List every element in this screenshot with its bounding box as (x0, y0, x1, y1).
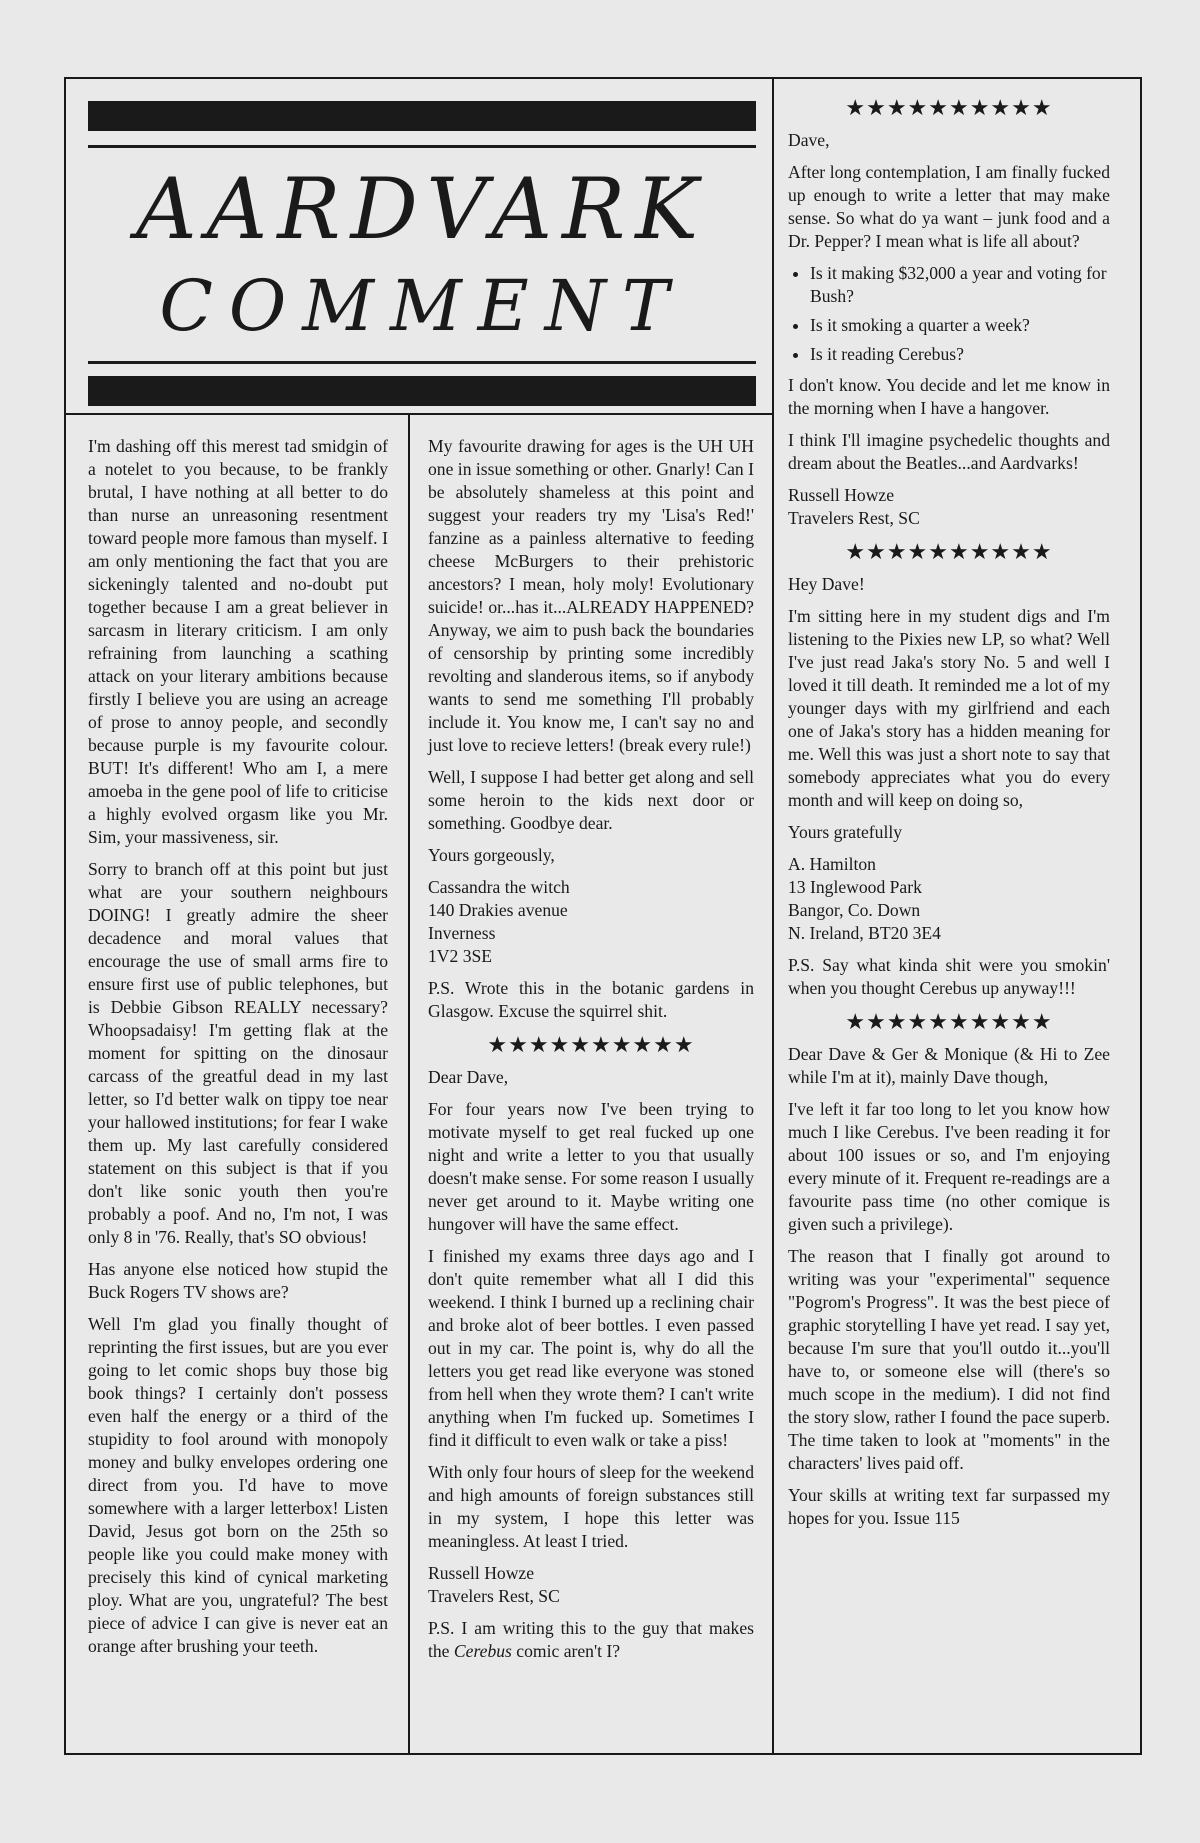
letter-paragraph: Sorry to branch off at this point but just what are your southern neighbours DOING! I greatly admire the sheer decadence and moral values that encourage the use of small arms fire to ensure first use of public telephones, but is Debbie Gibson REALLY necessary? Whoopsadaisy! I'm getting flak at the moment for spitting on the dinosaur carcass of the greatful dead in my last letter, so I'd better walk on tippy toe near your hallowed institutions; for fear I wake them up. My last carefully considered statement on this subject is that if you don't like sonic youth then you're probably a poof. And no, I'm not, I was only 8 in '76. Really, that's SO obvious! (88, 859, 388, 1247)
letter-column-2 (428, 435, 754, 1672)
column-divider-left (408, 413, 410, 1753)
masthead-title-comment: COMMENT (159, 265, 685, 347)
letter-paragraph: Well I'm glad you finally thought of reprinting the first issues, but are you ever going to let comic shops buy those big book things? I certainly don't possess even half the energy or a third of the stupidity to fool around with monopoly money and bulky envelopes ordering one direct from you. I'd have to move somewhere with a larger letterbox! Listen David, Jesus got born on the 25th so people like you could make money with precisely this kind of cynical marketing ploy. What are you, ungrateful? The best piece of advice I can give is never eat an orange after brushing your teeth. (88, 1314, 388, 1656)
letter-postscript: P.S. Wrote this in the botanic gardens in Glasgow. Excuse the squirrel shit. (428, 978, 754, 1021)
column-divider-right (772, 79, 774, 1753)
letter-greeting: Dear Dave & Ger & Monique (& Hi to Zee while I'm at it), mainly Dave though, (788, 1044, 1110, 1087)
letter-paragraph: Well, I suppose I had better get along and sell some heroin to the kids next door or something. Goodbye dear. (428, 767, 754, 833)
letter-paragraph: My favourite drawing for ages is the UH UH one in issue something or other. Gnarly! Can I be absolutely shameless at this point and suggest your readers try my 'Lisa's Red!' fanzine as a painless alternative to feeding cheese McBurgers to their prehistoric ancestors? I mean, holy moly! Evolutionary suicide! or...has it...ALREADY HAPPENED? Anyway, we aim to push back the boundaries of censorship by printing some incredibly revolting and slanderous items, so if anybody wants to send me something I'll probably include it. You know me, I can't say no and just love to recieve letters! (break every rule!) (428, 436, 754, 755)
letter-column-1 (88, 435, 388, 1667)
address-line: Cassandra the witch (428, 877, 570, 897)
letter-closing: Yours gratefully (788, 822, 903, 842)
letter-postscript: P.S. Say what kinda shit were you smokin' when you thought Cerebus up anyway!!! (788, 955, 1110, 998)
letter-paragraph: I've left it far too long to let you know how much I like Cerebus. I've been reading it for about 100 issues or so, and I'm enjoying every minute of it. Frequent re-readings are a favourite pass time (no other comique is given such a privilege). (788, 1099, 1110, 1234)
letter-paragraph: Has anyone else noticed how stupid the Buck Rogers TV shows are? (88, 1259, 388, 1302)
letter-paragraph: I think I'll imagine psychedelic thoughts and dream about the Beatles...and Aardvarks! (788, 430, 1110, 473)
signature-location: Travelers Rest, SC (428, 1586, 560, 1606)
masthead-top-rule (88, 145, 756, 148)
letter-signature (788, 484, 1110, 530)
letter-paragraph: For four years now I've been trying to motivate myself to get real fucked up one night and write a letter to you that usually doesn't make sense. For some reason I usually never get around to it. Maybe writing one hungover will have the same effect. (428, 1099, 754, 1234)
address-line: A. Hamilton (788, 854, 876, 874)
postscript-title: Cerebus (453, 1641, 512, 1661)
letter-paragraph: After long contemplation, I am finally fucked up enough to write a letter that may make sense. So what do ya want – junk food and a Dr. Pepper? I mean what is life all about? (788, 162, 1110, 251)
masthead-title-aardvark: AARDVARK (135, 160, 709, 258)
letter-closing: Yours gorgeously, (428, 845, 555, 865)
list-item: • Is it smoking a quarter a week? (810, 314, 1110, 337)
letter-greeting: Dear Dave, (428, 1067, 509, 1087)
letter-paragraph: I'm sitting here in my student digs and I'm listening to the Pixies new LP, so what? Well I've just read Jaka's story No. 5 and well I loved it till death. It reminded me a lot of my younger days with my girlfriend and each one of Jaka's story has a hidden meaning for me. Well this was just a short note to say that somebody appreciates what you do every month and will keep on doing so, (788, 606, 1110, 810)
bullet-list (788, 262, 1110, 366)
letter-paragraph: I finished my exams three days ago and I don't quite remember what all I did this weekend. I think I burned up a reclining chair and broke alot of beer bottles. I even passed out in my car. The point is, why do all the letters you get read like everyone was stoned from hell when they wrote them? I can't write anything when I'm fucked up. Sometimes I find it difficult to even walk or take a piss! (428, 1246, 754, 1450)
postscript-text: comic aren't I? (511, 1641, 621, 1661)
signature-location: Travelers Rest, SC (788, 508, 920, 528)
star-separator: ★★★★★★★★★★ (845, 1009, 1053, 1034)
letter-paragraph: With only four hours of sleep for the weekend and high amounts of foreign substances still in my system, I hope this letter was meaningless. At least I tried. (428, 1462, 754, 1551)
letter-paragraph: I don't know. You decide and let me know in the morning when I have a hangover. (788, 375, 1110, 418)
masthead-divider (66, 413, 772, 415)
masthead-bottom-rule (88, 361, 756, 364)
list-item: • Is it making $32,000 a year and voting for Bush? (810, 262, 1110, 308)
letter-postscript (428, 1617, 754, 1663)
postscript-text: P.S. I am writing this to the guy that makes the (428, 1618, 754, 1661)
letter-paragraph: I'm dashing off this merest tad smidgin of a notelet to you because, to be frankly brutal, I have nothing at all better to do than nurse an unreasoning resentment toward people more famous than myself. I am only mentioning the fact that you are sickeningly talented and no-doubt put together because I am a great believer in sarcasm in literary criticism. I am only refraining from launching a scathing attack on your literary ambitions because firstly I believe you are using an acreage of prose to annoy people, and secondly because purple is my favourite colour. BUT! It's different! Who am I, a mere amoeba in the gene pool of life to criticise a highly evolved orgasm like you Mr. Sim, your massiveness, sir. (88, 436, 388, 847)
star-separator: ★★★★★★★★★★ (845, 539, 1053, 564)
letter-greeting: Dave, (788, 130, 830, 150)
signature-name: Russell Howze (788, 485, 895, 505)
letter-paragraph: Your skills at writing text far surpassed my hopes for you. Issue 115 (788, 1485, 1110, 1528)
masthead-top-bar (88, 101, 756, 131)
letter-paragraph: The reason that I finally got around to writing was your "experimental" sequence "Pogrom's Progress". It was the best piece of graphic storytelling I have yet read. I say yet, because I'm sure that you'll outdo it...you'll have to, or someone else will (there's so much scope in the medium). I did not find the story slow, rather I found the pace superb. The time taken to look at "moments" in the characters' lives paid off. (788, 1246, 1110, 1473)
signature-name: Russell Howze (428, 1563, 535, 1583)
letter-signature (428, 1562, 754, 1608)
masthead-bottom-bar (88, 376, 756, 406)
letter-greeting: Hey Dave! (788, 574, 865, 594)
address-line: 1V2 3SE (428, 946, 493, 966)
list-item: • Is it reading Cerebus? (810, 343, 1110, 366)
letter-address (428, 876, 754, 968)
address-line: N. Ireland, BT20 3E4 (788, 923, 941, 943)
letter-address (788, 853, 1110, 945)
letter-column-3 (788, 93, 1110, 1539)
star-separator: ★★★★★★★★★★ (845, 95, 1053, 120)
address-line: Inverness (428, 923, 496, 943)
letters-page (64, 77, 1142, 1755)
address-line: Bangor, Co. Down (788, 900, 921, 920)
address-line: 13 Inglewood Park (788, 877, 922, 897)
masthead (88, 101, 756, 411)
star-separator: ★★★★★★★★★★ (487, 1032, 695, 1057)
address-line: 140 Drakies avenue (428, 900, 568, 920)
